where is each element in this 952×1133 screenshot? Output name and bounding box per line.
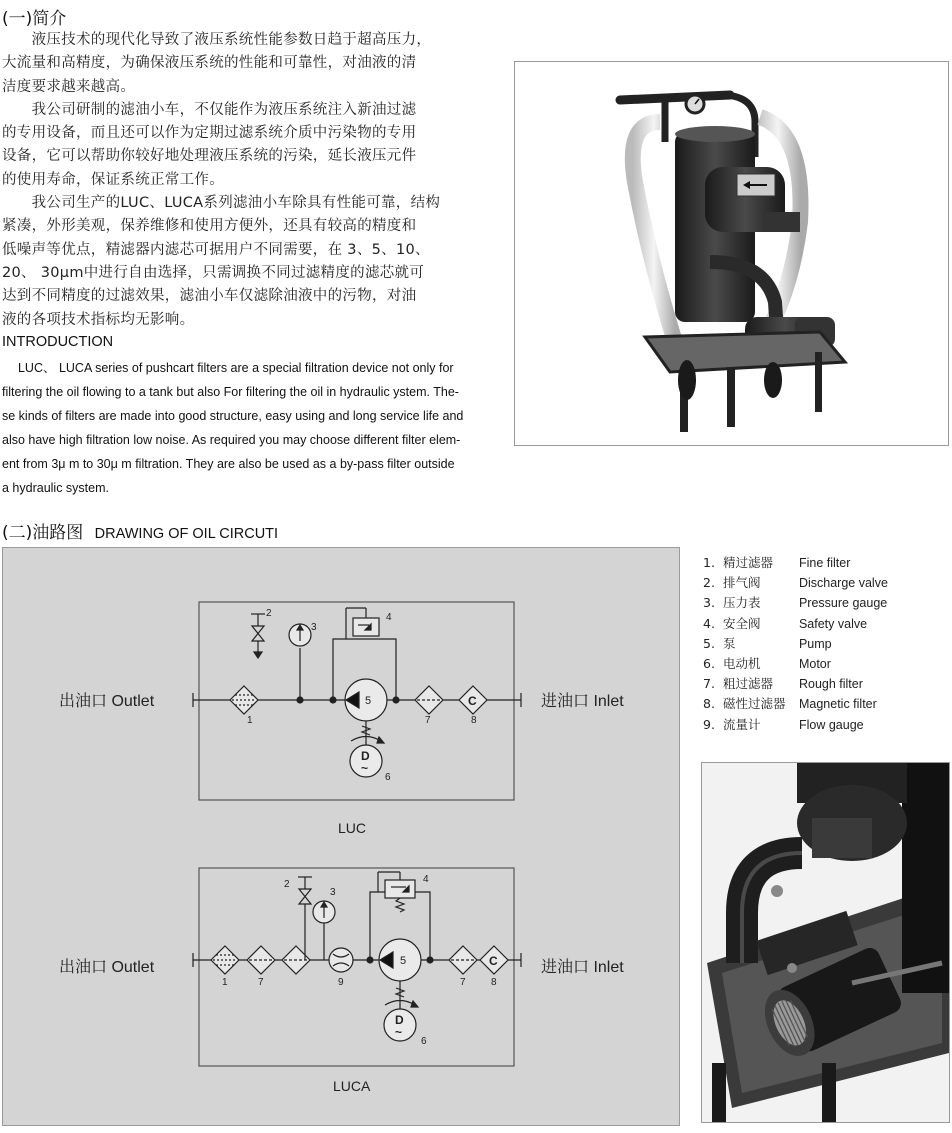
- text-line: 我公司生产的LUC、LUCA系列滤油小车除具有性能可靠，结构: [2, 195, 441, 212]
- text-line: 紧凑，外形美观，保养维修和使用方便外，还具有较高的精度和: [2, 218, 417, 235]
- rough-filter-symbol: [415, 686, 443, 714]
- intro-paragraphs-zh: [2, 29, 507, 332]
- outlet-label: 出油口 Outlet: [59, 959, 155, 976]
- magnetic-letter: C: [489, 954, 498, 968]
- component-number: 3: [311, 622, 317, 633]
- text-line: 设备，它可以帮助你较好地处理液压系统的污染，延长液压元件: [2, 148, 417, 165]
- section-heading-intro: (一)简介: [2, 9, 67, 29]
- heading-en: DRAWING OF OIL CIRCUTI: [94, 526, 279, 542]
- oil-circuit-panel: [2, 547, 680, 1126]
- junction-dot: [330, 697, 336, 703]
- component-number: 9: [338, 977, 344, 988]
- paragraph-1: [2, 29, 507, 99]
- legend-item: 3. 压力表 Pressure gauge: [703, 595, 888, 611]
- text-line: 的专用设备，而且还可以作为定期过滤系统介质中污染物的专用: [2, 125, 417, 142]
- component-number: 4: [386, 612, 392, 623]
- inlet-label: 进油口 Inlet: [541, 693, 624, 710]
- pressure-gauge-symbol: [313, 901, 335, 960]
- component-number: 4: [423, 874, 429, 885]
- legend-item: 9. 流量计 Flow gauge: [703, 716, 864, 732]
- coupling-zigzag: [362, 726, 370, 735]
- component-number: 3: [330, 887, 336, 898]
- legend-item: 7. 粗过滤器 Rough filter: [703, 676, 863, 692]
- magnetic-letter: C: [468, 694, 477, 708]
- component-number: 8: [471, 715, 477, 726]
- pressure-gauge-symbol: [289, 624, 311, 700]
- text-line: 液压技术的现代化导致了液压系统性能参数日趋于超高压力，: [2, 32, 432, 48]
- oil-circuit-diagram: [3, 548, 679, 1125]
- text-line: 低噪声等优点，精滤器内滤芯可据用户不同需要，在 3、5、10、: [2, 241, 430, 258]
- text-line: 20、 30μm中进行自由选择，只需调换不同过滤精度的滤芯就可: [2, 264, 425, 281]
- text-line: ent from 3μ m to 30μ m filtration. They are also be used as a by-pass filter outside: [2, 457, 455, 471]
- component-number: 7: [425, 715, 431, 726]
- text-line: 洁度要求越来越高。: [2, 78, 136, 95]
- text-line: 达到不同精度的过滤效果，滤油小车仅滤除油液中的污物，对油: [2, 288, 417, 305]
- component-legend: [703, 553, 888, 735]
- junction-dot: [427, 957, 433, 963]
- pump-number: 5: [400, 955, 407, 967]
- legend-item: 1. 精过滤器 Fine filter: [703, 555, 851, 570]
- junction-dot: [393, 697, 399, 703]
- component-number: 6: [385, 772, 391, 783]
- text-line: se kinds of filters are made into good structure, easy using and long service life and: [2, 409, 464, 423]
- inlet-label: 进油口 Inlet: [541, 959, 624, 976]
- luca-caption: LUCA: [333, 1078, 371, 1094]
- text-line: filtering the oil flowing to a tank but also For filtering the oil in hydraulic ystem. The-: [2, 385, 459, 399]
- paragraph-3: [2, 192, 507, 332]
- outlet-label: 出油口 Outlet: [59, 693, 155, 710]
- paragraph-2: [2, 99, 507, 192]
- luca-circuit: [59, 868, 624, 1094]
- discharge-valve-symbol: [298, 877, 312, 960]
- component-number: 1: [222, 977, 228, 988]
- text-line: a hydraulic system.: [2, 481, 109, 495]
- motor-letter: D: [395, 1013, 404, 1027]
- component-number: 2: [266, 608, 272, 619]
- legend-item: 6. 电动机 Motor: [703, 656, 831, 672]
- component-number: 2: [284, 879, 290, 890]
- pump-closeup-photo: [702, 763, 949, 1122]
- component-number: 7: [258, 977, 264, 988]
- component-number: 8: [491, 977, 497, 988]
- pump-number: 5: [365, 695, 372, 707]
- flow-gauge-symbol: [329, 948, 353, 972]
- text-line: 液的各项技术指标均无影响。: [2, 311, 195, 328]
- junction-dot: [297, 697, 303, 703]
- component-number: 7: [460, 977, 466, 988]
- text-line: 我公司研制的滤油小车，不仅能作为液压系统注入新油过滤: [2, 101, 417, 118]
- filter-cart-photo: [515, 62, 948, 445]
- rotation-arrowhead: [411, 1001, 418, 1007]
- introduction-heading: INTRODUCTION: [2, 334, 114, 350]
- legend-item: 2. 排气阀 Discharge valve: [703, 575, 888, 591]
- motor-tilde: ~: [361, 761, 369, 775]
- legend-item: 8. 磁性过滤器 Magnetic filter: [703, 696, 877, 712]
- luc-caption: LUC: [338, 820, 367, 836]
- closeup-photo-frame: [701, 762, 950, 1123]
- text-line: LUC、 LUCA series of pushcart filters are a special filtration device not only for: [2, 361, 454, 375]
- coupling-zigzag: [396, 988, 404, 997]
- heading-zh: (二)油路图: [2, 523, 84, 543]
- introduction-text-en: [2, 356, 507, 500]
- motor-letter: D: [361, 749, 370, 763]
- component-number: 6: [421, 1036, 427, 1047]
- legend-item: 4. 安全阀 Safety valve: [703, 615, 868, 631]
- rotation-arrowhead: [377, 737, 384, 743]
- rough-filter-symbol: [449, 946, 477, 974]
- product-photo-frame: [514, 61, 949, 446]
- filter-symbol: [282, 946, 310, 974]
- motor-tilde: ~: [395, 1025, 403, 1039]
- fine-filter-symbol: [211, 946, 239, 974]
- component-number: 1: [247, 715, 253, 726]
- fine-filter-symbol: [230, 686, 258, 714]
- junction-dot: [367, 957, 373, 963]
- rough-filter-symbol: [247, 946, 275, 974]
- text-line: 大流量和高精度，为确保液压系统的性能和可靠性，对油液的清: [2, 55, 417, 72]
- legend-item: 5. 泵 Pump: [703, 635, 832, 651]
- text-line: 的使用寿命，保证系统正常工作。: [2, 171, 224, 188]
- text-line: also have high filtration low noise. As required you may choose different filter elem-: [2, 433, 461, 447]
- discharge-valve-symbol: [251, 614, 265, 658]
- section-heading-circuit: [2, 518, 278, 543]
- luc-circuit: [59, 602, 624, 836]
